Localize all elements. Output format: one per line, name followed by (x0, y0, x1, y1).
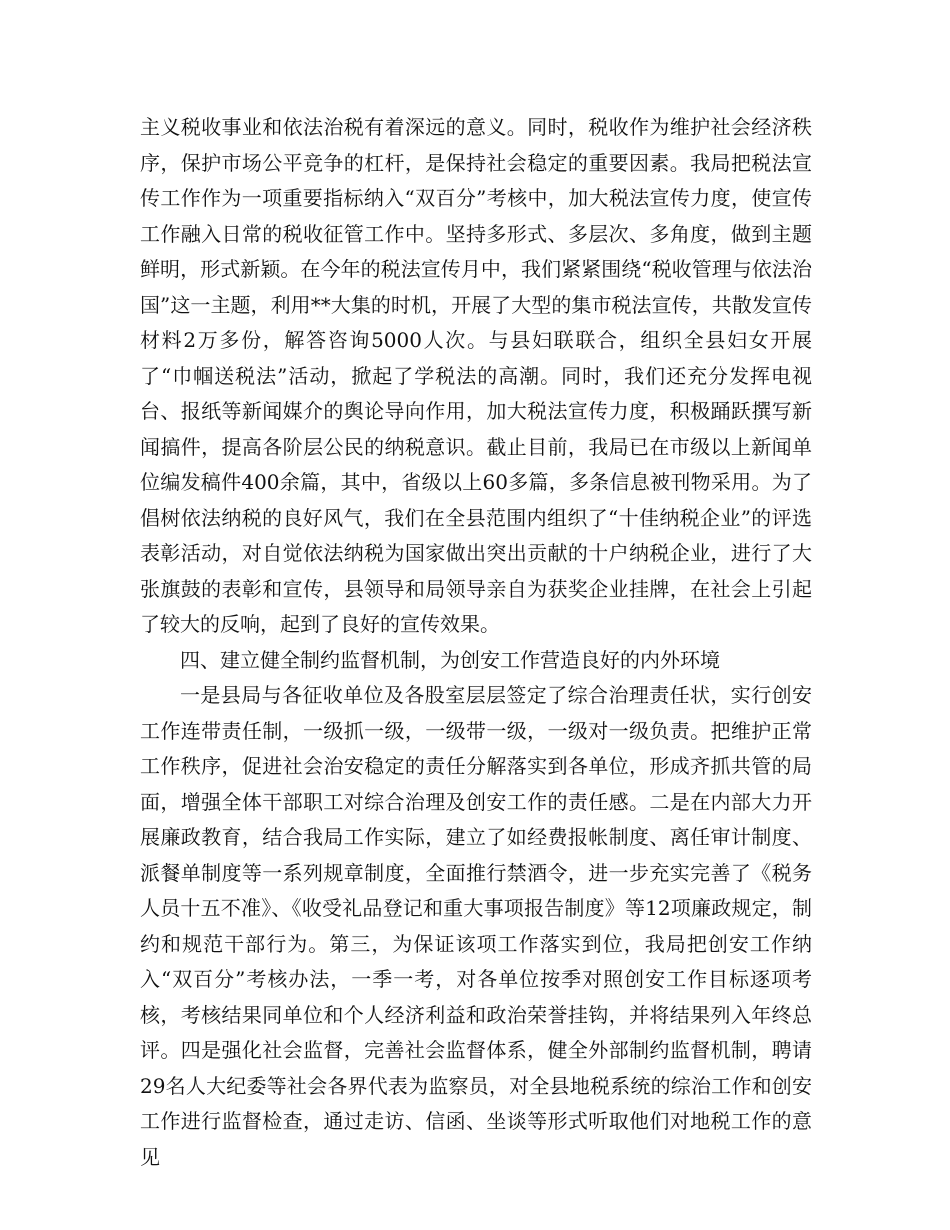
paragraph-tax-publicity: 主义税收事业和依法治税有着深远的意义。同时，税收作为维护社会经济秩序，保护市场公平竞争的杠杆，是保持社会稳定的重要因素。我局把税法宣传工作作为一项重要指标纳入“双百分”考核中，加大税法宣传力度，使宣传工作融入日常的税收征管工作中。坚持多形式、多层次、多角度，做到主题鲜明，形式新颖。在今年的税法宣传月中，我们紧紧围绕“税收管理与依法治国”这一主题，利用**大集的时机，开展了大型的集市税法宣传，共散发宣传材料2万多份，解答咨询5000人次。与县妇联联合，组织全县妇女开展了“巾帼送税法”活动，掀起了学税法的高潮。同时，我们还充分发挥电视台、报纸等新闻媒介的舆论导向作用，加大税法宣传力度，积极踊跃撰写新闻搞件，提高各阶层公民的纳税意识。截止目前，我局已在市级以上新闻单位编发稿件400余篇，其中，省级以上60多篇，多条信息被刊物采用。为了倡树依法纳税的良好风气，我们在全县范围内组织了“十佳纳税企业”的评选表彰活动，对自觉依法纳税为国家做出突出贡献的十户纳税企业，进行了大张旗鼓的表彰和宣传，县领导和局领导亲自为获奖企业挂牌，在社会上引起了较大的反响，起到了良好的宣传效果。 (140, 115, 812, 636)
section-heading-supervision: 四、建立健全制约监督机制，为创安工作营造良好的内外环境 (180, 647, 720, 672)
paragraph-supervision-mechanism: 一是县局与各征收单位及各股室层层签定了综合治理责任状，实行创安工作连带责任制，一级抓一级，一级带一级，一级对一级负责。把维护正常工作秩序，促进社会治安稳定的责任分解落实到各单位，形成齐抓共管的局面，增强全体干部职工对综合治理及创安工作的责任感。二是在内部大力开展廉政教育，结合我局工作实际，建立了如经费报帐制度、离任审计制度、派餐单制度等一系列规章制度，全面推行禁酒令，进一步充实完善了《税务人员十五不准》、《收受礼品登记和重大事项报告制度》等12项廉政规定，制约和规范干部行为。第三，为保证该项工作落实到位，我局把创安工作纳入“双百分”考核办法，一季一考，对各单位按季对照创安工作目标逐项考核，考核结果同单位和个人经济利益和政治荣誉挂钩，并将结果列入年终总评。四是强化社会监督，完善社会监督体系，健全外部制约监督机制，聘请29名人大纪委等社会各界代表为监察员，对全县地税系统的综治工作和创安工作进行监督检查，通过走访、信函、坐谈等形式听取他们对地税工作的意见 (140, 683, 812, 1169)
document-body (140, 110, 812, 1175)
